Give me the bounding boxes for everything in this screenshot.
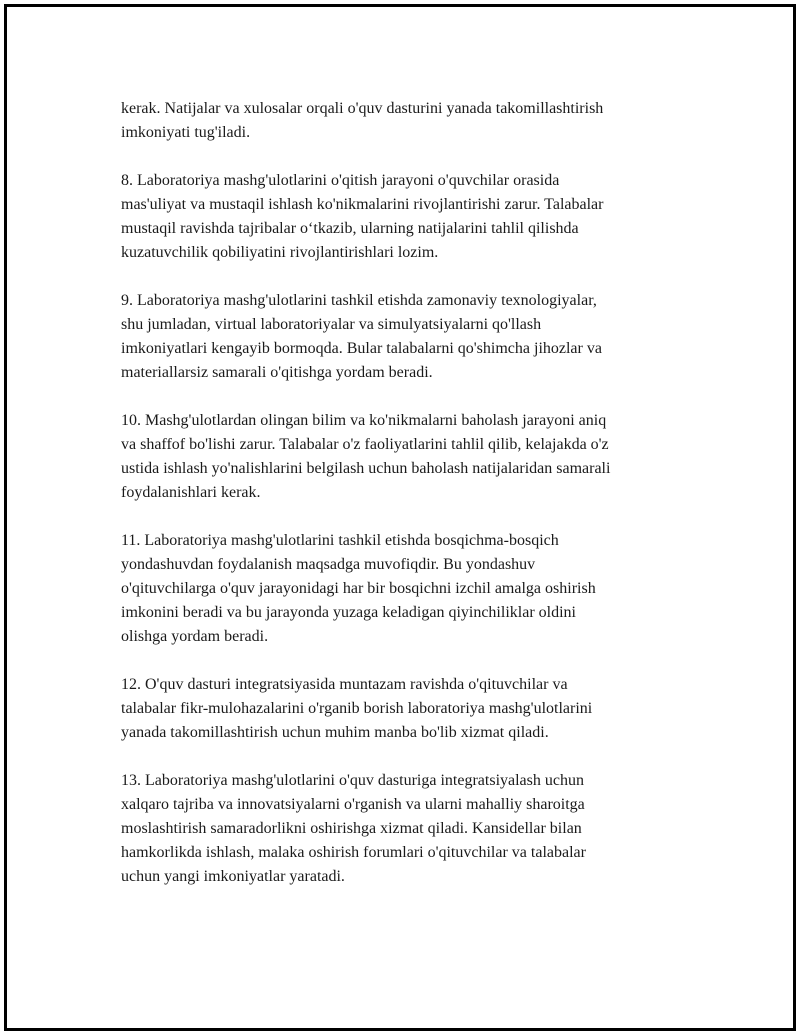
text-line: imkonini beradi va bu jarayonda yuzaga keladigan qiyinchiliklar oldini — [121, 604, 576, 621]
text-line: o'qituvchilarga o'quv jarayonidagi har bir bosqichni izchil amalga oshirish — [121, 580, 596, 597]
text-line: 8. Laboratoriya mashg'ulotlarini o'qitish jarayoni o'quvchilar orasida — [121, 172, 560, 189]
paragraph-12 — [121, 673, 696, 745]
text-line: ustida ishlash yo'nalishlarini belgilash uchun baholash natijalaridan samarali — [121, 460, 611, 477]
paragraph-10 — [121, 409, 696, 505]
text-line: mustaqil ravishda tajribalar o‘tkazib, ularning natijalarini tahlil qilishda — [121, 220, 579, 237]
paragraph-11 — [121, 529, 696, 649]
text-line: 9. Laboratoriya mashg'ulotlarini tashkil etishda zamonaviy texnologiyalar, — [121, 292, 597, 309]
text-line: 12. O'quv dasturi integratsiyasida muntazam ravishda o'qituvchilar va — [121, 676, 568, 693]
paragraph-continuation — [121, 97, 696, 145]
text-line: yondashuvdan foydalanish maqsadga muvofiqdir. Bu yondashuv — [121, 556, 536, 573]
text-line: 10. Mashg'ulotlardan olingan bilim va ko'nikmalarni baholash jarayoni aniq — [121, 412, 607, 429]
text-line: kerak. Natijalar va xulosalar orqali o'quv dasturini yanada takomillashtirish — [121, 100, 604, 117]
text-line: imkoniyati tug'iladi. — [121, 124, 251, 141]
text-line: hamkorlikda ishlash, malaka oshirish forumlari o'qituvchilar va talabalar — [121, 844, 586, 861]
text-line: olishga yordam beradi. — [121, 628, 269, 645]
text-line: va shaffof bo'lishi zarur. Talabalar o'z faoliyatlarini tahlil qilib, kelajakda o'z — [121, 436, 609, 453]
text-line: yanada takomillashtirish uchun muhim manba bo'lib xizmat qiladi. — [121, 724, 549, 741]
text-line: talabalar fikr-mulohazalarini o'rganib borish laboratoriya mashg'ulotlarini — [121, 700, 593, 717]
text-line: uchun yangi imkoniyatlar yaratadi. — [121, 868, 345, 885]
text-line: imkoniyatlari kengayib bormoqda. Bular talabalarni qo'shimcha jihozlar va — [121, 340, 602, 357]
text-line: foydalanishlari kerak. — [121, 484, 261, 501]
document-body — [121, 97, 696, 913]
page-frame — [4, 4, 796, 1031]
paragraph-8 — [121, 169, 696, 265]
text-line: kuzatuvchilik qobiliyatini rivojlantirishlari lozim. — [121, 244, 439, 261]
text-line: xalqaro tajriba va innovatsiyalarni o'rganish va ularni mahalliy sharoitga — [121, 796, 585, 813]
text-line: 11. Laboratoriya mashg'ulotlarini tashkil etishda bosqichma-bosqich — [121, 532, 559, 549]
paragraph-13 — [121, 769, 696, 889]
text-line: materiallarsiz samarali o'qitishga yordam beradi. — [121, 364, 433, 381]
text-line: mas'uliyat va mustaqil ishlash ko'nikmalarini rivojlantirishi zarur. Talabalar — [121, 196, 604, 213]
paragraph-9 — [121, 289, 696, 385]
text-line: shu jumladan, virtual laboratoriyalar va simulyatsiyalarni qo'llash — [121, 316, 542, 333]
text-line: moslashtirish samaradorlikni oshirishga xizmat qiladi. Kansidellar bilan — [121, 820, 582, 837]
text-line: 13. Laboratoriya mashg'ulotlarini o'quv dasturiga integratsiyalash uchun — [121, 772, 584, 789]
